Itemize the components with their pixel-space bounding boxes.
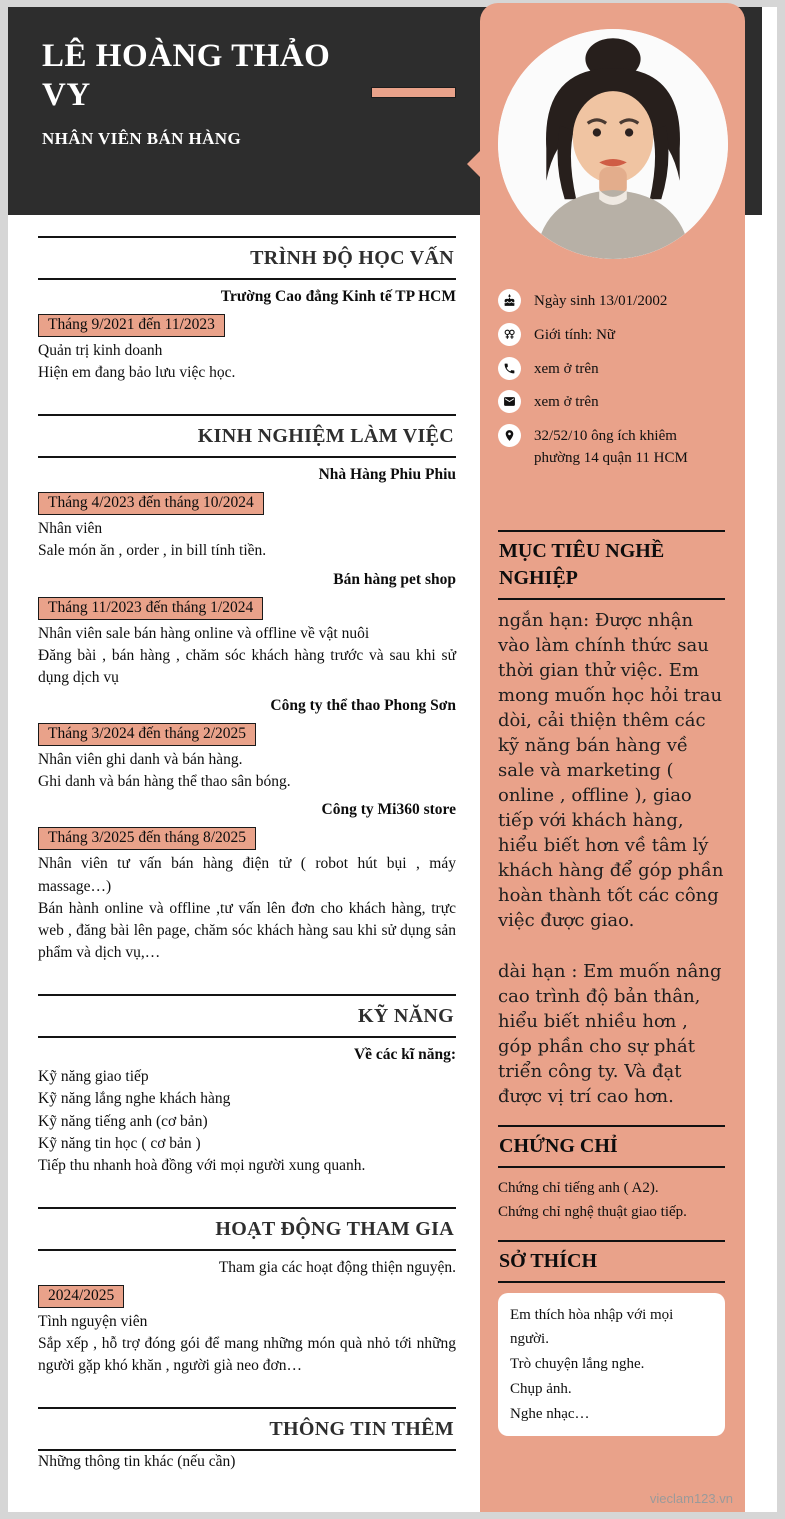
hobbies-box [498,1293,725,1437]
section-entry [38,1046,456,1177]
entry-line: Nhân viên sale bán hàng online và offline về vật nuôi [38,624,370,642]
section-entry [38,697,456,793]
candidate-role: NHÂN VIÊN BÁN HÀNG [42,129,242,148]
entry-date-badge: Tháng 3/2025 đến tháng 8/2025 [38,827,256,850]
sidebar-list-item: Chụp ảnh. [510,1380,572,1397]
entry-line: Kỹ năng tiếng anh (cơ bản) [38,1112,208,1130]
entry-line: Ghi danh và bán hàng thể thao sân bóng. [38,773,291,791]
entry-date-badge: Tháng 3/2024 đến tháng 2/2025 [38,723,256,746]
profile-photo [498,29,728,259]
section-entry [38,571,456,689]
contact-item [498,390,725,414]
contact-item-text: Ngày sinh 13/01/2002 [534,293,668,309]
portrait-illustration [498,29,728,259]
section-title: KINH NGHIỆM LÀM VIỆC [38,414,456,458]
sidebar-section-certificates [498,1125,725,1224]
sidebar-list-item: Trò chuyện lắng nghe. [510,1356,645,1372]
entry-date-row [38,1279,456,1311]
sidebar-list-item: Em thích hòa nhập với mọi người. [510,1306,674,1348]
entry-heading: Công ty Mi360 store [321,801,456,819]
section-title: THÔNG TIN THÊM [38,1407,456,1451]
location-pin-icon [498,424,521,447]
entry-line: Sale món ăn , order , in bill tính tiền. [38,542,267,560]
entry-heading: Nhà Hàng Phiu Phiu [318,466,456,484]
entry-date-badge: Tháng 11/2023 đến tháng 1/2024 [38,597,263,620]
contact-info-list [498,289,725,470]
entry-date-row [38,717,456,749]
entry-line: Nhân viên [38,520,103,538]
section-entry [38,1451,456,1473]
header-accent-bar [371,87,456,98]
contact-item-text: xem ở trên [534,394,599,411]
main-section [38,1207,456,1377]
entry-line: Hiện em đang bảo lưu việc học. [38,364,236,382]
entry-date-badge: Tháng 4/2023 đến tháng 10/2024 [38,492,264,515]
entry-line: Tiếp thu nhanh hoà đồng với mọi người xung quanh. [38,1156,366,1174]
sidebar-section-body [498,608,725,1109]
entry-line: Kỹ năng tin học ( cơ bản ) [38,1134,201,1152]
main-section [38,994,456,1177]
sidebar-list-item: Nghe nhạc… [510,1405,590,1422]
contact-item-text: Giới tính: Nữ [534,326,616,343]
sidebar-section-objective [498,530,725,1109]
contact-item-text: xem ở trên [534,360,599,377]
cv-sheet [8,7,777,1512]
sidebar-notch [467,151,480,177]
contact-item [498,323,725,347]
entry-line: Sắp xếp , hỗ trợ đóng gói để mang những món quà nhỏ tới những người gặp khó khăn , người già neo đơn… [38,1335,456,1375]
entry-date-row [38,486,456,518]
sidebar-section-hobbies [498,1240,725,1437]
sidebar-list-item: Chứng chỉ tiếng anh ( A2). [498,1179,659,1196]
main-section [38,1407,456,1473]
section-entry [38,466,456,562]
entry-heading: Công ty thể thao Phong Sơn [270,697,456,715]
entry-line: Bán hành online và offline ,tư vấn lên đơn cho khách hàng, trực web , đăng bài lên page, chăm sóc khách hàng sau khi sử dụng sản phẩm và dịch vụ,… [38,899,456,962]
section-entry [38,801,456,964]
entry-line: Nhân viên ghi danh và bán hàng. [38,751,243,769]
entry-line: Tình nguyện viên [38,1312,148,1330]
entry-heading: Về các kĩ năng: [353,1046,456,1064]
section-title: HOẠT ĐỘNG THAM GIA [38,1207,456,1251]
objective-paragraph: ngắn hạn: Được nhận vào làm chính thức sau thời gian thử việc. Em mong muốn học hỏi trau dòi, cải thiện thêm các kỹ năng bán hàng về sale và marketing ( online , offline ), giao tiếp với khách hàng, hiểu biết hơn về tâm lý khách hàng để góp phần hoàn thành tốt các công việc được giao. [498,609,724,931]
entry-line: Kỹ năng lắng nghe khách hàng [38,1090,231,1108]
main-column [38,215,456,1474]
entry-line: Những thông tin khác (nếu cần) [38,1453,236,1471]
entry-date-badge: 2024/2025 [38,1285,124,1308]
sidebar-section-body [498,1176,725,1224]
entry-date-row [38,308,456,340]
gender-icon [498,323,521,346]
entry-line: Đăng bài , bán hàng , chăm sóc khách hàng trước và sau khi sử dụng dịch vụ [38,646,456,686]
entry-heading: Tham gia các hoạt động thiện nguyện. [218,1258,456,1276]
sidebar-list-item: Chứng chỉ nghệ thuật giao tiếp. [498,1203,687,1220]
section-title: TRÌNH ĐỘ HỌC VẤN [38,236,456,280]
watermark: vieclam123.vn [649,1491,733,1506]
section-title: KỸ NĂNG [38,994,456,1038]
sidebar-section-body [498,1293,725,1437]
sidebar-section-title: CHỨNG CHỈ [498,1125,725,1168]
entry-heading: Bán hàng pet shop [333,570,456,588]
entry-line: Kỹ năng giao tiếp [38,1068,149,1086]
entry-date-row [38,591,456,623]
phone-icon [498,357,521,380]
sidebar-sections [480,530,745,1437]
entry-line: Quản trị kinh doanh [38,342,163,359]
objective-paragraph: dài hạn : Em muốn nâng cao trình độ bản thân, hiểu biết nhiều hơn , góp phần cho sự phát triển công ty. Và đạt được vị trí cao hơn. [498,960,722,1107]
entry-line: Nhân viên tư vấn bán hàng điện tử ( robot hút bụi , máy massage…) [38,855,456,895]
entry-heading: Trường Cao đẳng Kinh tế TP HCM [220,288,456,305]
section-entry [38,288,456,384]
envelope-icon [498,390,521,413]
contact-item [498,289,725,313]
sidebar-panel [480,3,745,1512]
main-section [38,414,456,964]
contact-item [498,424,725,470]
birthday-cake-icon [498,289,521,312]
entry-date-badge: Tháng 9/2021 đến 11/2023 [38,314,225,337]
contact-item-text: 32/52/10 ông ích khiêm phường 14 quận 11 HCM [534,428,688,466]
contact-item [498,357,725,381]
sidebar-section-title: MỤC TIÊU NGHỀ NGHIỆP [498,530,725,600]
section-entry [38,1259,456,1377]
main-section [38,236,456,384]
sidebar-section-title: SỞ THÍCH [498,1240,725,1283]
candidate-name: LÊ HOÀNG THẢO VY [42,38,331,113]
entry-date-row [38,821,456,853]
